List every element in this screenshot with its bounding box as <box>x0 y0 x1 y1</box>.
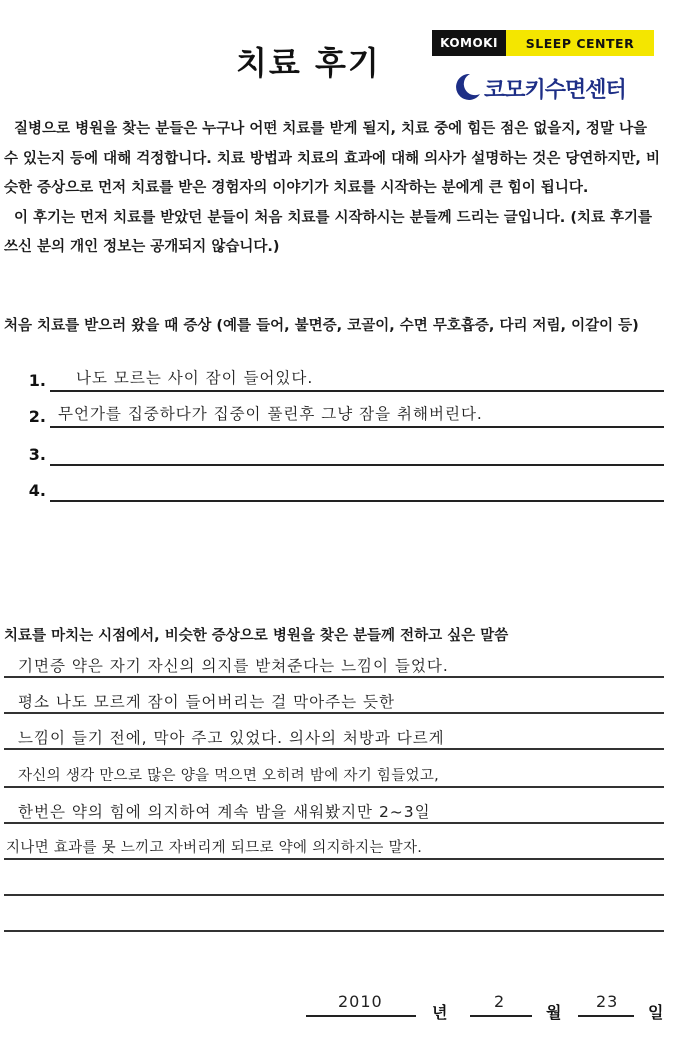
message-text-2: 평소 나도 모르게 잠이 들어버리는 걸 막아주는 듯한 <box>18 693 395 711</box>
symptom-number: 2. <box>28 407 46 426</box>
date-year-label: 년 <box>432 1003 448 1022</box>
intro-paragraph-2: 이 후기는 먼저 치료를 받았던 분들이 처음 치료를 시작하시는 분들께 드리는 글입니다. (치료 후기를 쓰신 분의 개인 정보는 공개되지 않습니다.) <box>4 209 653 255</box>
symptom-row-2 <box>18 400 664 430</box>
date-day-value: 23 <box>596 992 619 1011</box>
message-text-3: 느낌이 들기 전에, 막아 주고 있었다. 의사의 처방과 다르게 <box>18 729 445 747</box>
symptom-row-4 <box>18 474 664 504</box>
symptom-row-3 <box>18 438 664 468</box>
symptoms-heading: 처음 치료를 받으러 왔을 때 증상 (예를 들어, 불면증, 코골이, 수면 무호흡증, 다리 저림, 이갈이 등) <box>4 318 639 334</box>
symptom-underline <box>50 464 664 466</box>
message-line <box>4 676 664 678</box>
message-line <box>4 894 664 896</box>
date-month-value: 2 <box>494 992 506 1011</box>
message-line <box>4 712 664 714</box>
message-text-5: 한번은 약의 힘에 의지하여 계속 밤을 새워봤지만 2~3일 <box>18 803 431 821</box>
message-text-1: 기면증 약은 자기 자신의 의지를 받쳐준다는 느낌이 들었다. <box>18 657 449 675</box>
logo-korean-name: 코모키수면센터 <box>484 78 626 103</box>
date-month-label: 월 <box>546 1003 562 1022</box>
message-text-6: 지나면 효과를 못 느끼고 자버리게 되므로 약에 의지하지는 말자. <box>6 840 423 856</box>
crescent-moon-icon <box>452 72 482 102</box>
message-heading: 치료를 마치는 시점에서, 비슷한 증상으로 병원을 찾은 분들께 전하고 싶은 말씀 <box>4 628 509 644</box>
symptom-answer: 나도 모르는 사이 잠이 들어있다. <box>76 369 314 387</box>
symptom-underline <box>50 500 664 502</box>
intro-paragraph-1: 질병으로 병원을 찾는 분들은 누구나 어떤 치료를 받게 될지, 치료 중에 힘든 점은 없을지, 정말 나을 수 있는지 등에 대해 걱정합니다. 치료 방법과 치료의 효과에 대해 의사가 설명하는 것은 당연하지만, 비슷한 증상으로 먼저 치료를 받은 경험자의 이야기가 치료를 시작하는 분에게 큰 힘이 됩니다. <box>4 121 660 196</box>
komoki-logo-badge <box>432 30 654 56</box>
logo-sleep-center-text: SLEEP CENTER <box>506 30 654 56</box>
logo-komoki-text: KOMOKI <box>432 30 506 56</box>
message-text-4: 자신의 생각 만으로 많은 양을 먹으면 오히려 밤에 자기 힘들었고, <box>18 768 440 784</box>
date-day-line <box>578 1015 634 1017</box>
symptom-answer: 무언가를 집중하다가 집중이 풀린후 그냥 잠을 취해버린다. <box>58 405 483 423</box>
symptom-number: 1. <box>28 371 46 390</box>
message-line <box>4 822 664 824</box>
message-line <box>4 748 664 750</box>
symptom-number: 4. <box>28 481 46 500</box>
date-year-line <box>306 1015 416 1017</box>
message-line <box>4 786 664 788</box>
date-day-label: 일 <box>648 1003 664 1022</box>
message-line <box>4 858 664 860</box>
message-line <box>4 930 664 932</box>
date-year-value: 2010 <box>338 992 383 1011</box>
symptom-underline <box>50 390 664 392</box>
intro-text <box>4 115 664 263</box>
page-title: 치료 후기 <box>236 44 381 82</box>
date-month-line <box>470 1015 532 1017</box>
symptom-row-1 <box>18 364 664 394</box>
symptom-number: 3. <box>28 445 46 464</box>
symptom-underline <box>50 426 664 428</box>
